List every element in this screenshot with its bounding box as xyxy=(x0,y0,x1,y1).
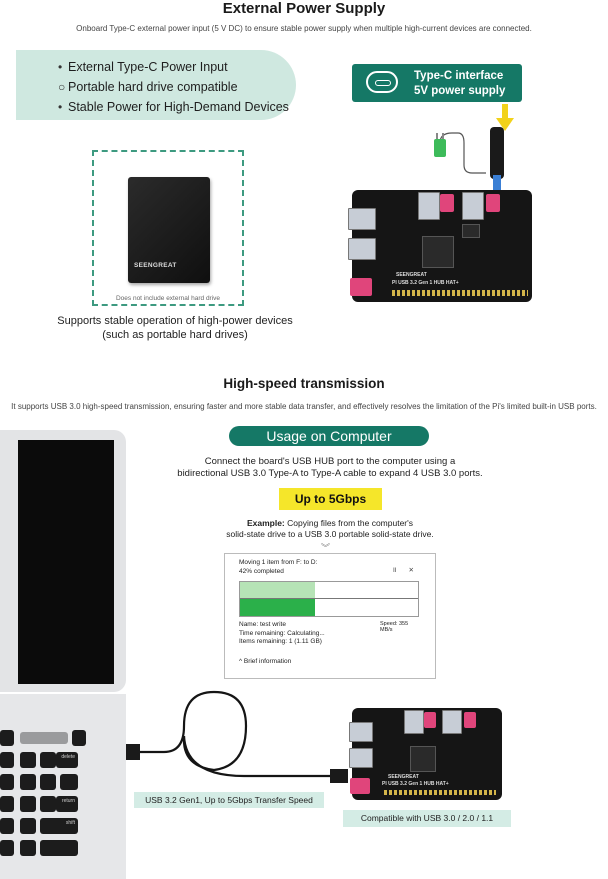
feature-list-panel xyxy=(16,50,296,120)
section-title-transmission: High-speed transmission xyxy=(223,376,385,391)
laptop-keyboard-deck xyxy=(0,694,126,879)
typec-callout xyxy=(352,64,522,102)
dialog-progress-text: 42% completed xyxy=(239,568,284,575)
example-text: Example: Copying files from the computer's solid-state drive to a USB 3.0 portable solid-state drive. xyxy=(226,518,434,539)
dialog-title: Moving 1 item from F: to D: xyxy=(239,559,318,566)
dialog-file-name: Name: test write xyxy=(239,621,286,628)
close-button[interactable]: ✕ xyxy=(408,567,414,574)
section-title-power: External Power Supply xyxy=(222,0,386,17)
return-key: return xyxy=(56,796,78,812)
dialog-time-remaining: Time remaining: Calculating... xyxy=(239,629,325,637)
connect-instructions: Connect the board's USB HUB port to the computer using a bidirectional USB 3.0 Type-A to Type-A cable to expand 4 USB 3.0 ports. xyxy=(177,456,483,479)
power-cable-icon xyxy=(430,125,510,195)
pause-button[interactable]: II xyxy=(393,567,397,574)
usage-title-badge: Usage on Computer xyxy=(229,426,429,446)
hdd-caption: Supports stable operation of high-power devices (such as portable hard drives) xyxy=(57,315,293,341)
brief-info-toggle[interactable]: ^ Brief information xyxy=(239,658,292,665)
speed-readout: Speed: 355 MB/s xyxy=(380,621,409,633)
chevron-down-icon: ︾ xyxy=(321,543,331,553)
typec-callout-line2: 5V power supply xyxy=(414,85,506,97)
feature-item: ○ Portable hard drive compatible xyxy=(58,77,296,97)
section-subtitle-transmission: It supports USB 3.0 high-speed transmission, ensuring faster and more stable data transfer, and effectively resolves the limitation of the Pi's limited built-in USB ports. xyxy=(11,402,597,411)
hdd-brand-logo: SEENGREAT xyxy=(134,262,177,269)
touch-bar xyxy=(20,732,68,744)
usb-cable-icon xyxy=(124,686,354,796)
speed-fill xyxy=(240,599,315,616)
speed-badge: Up to 5Gbps xyxy=(279,488,382,510)
portable-hard-drive-image xyxy=(128,177,210,283)
compatibility-label: Compatible with USB 3.0 / 2.0 / 1.1 xyxy=(343,810,511,827)
laptop-display xyxy=(18,440,114,684)
usb-hub-board-image-2: SEENGREAT PI USB 3.2 Gen 1 HUB HAT+ xyxy=(352,708,502,800)
file-copy-dialog xyxy=(224,553,436,679)
typec-callout-line1: Type-C interface xyxy=(414,70,504,82)
bullet-icon: • xyxy=(58,100,63,114)
dialog-items-remaining: Items remaining: 1 (1.11 GB) xyxy=(239,638,322,645)
shift-key: shift xyxy=(40,818,78,834)
delete-key: delete xyxy=(56,752,78,768)
feature-item: • Stable Power for High-Demand Devices xyxy=(58,97,296,117)
bullet-icon: • xyxy=(58,60,63,74)
bullet-icon: ○ xyxy=(58,80,66,94)
usb-hub-board-image: SEENGREAT PI USB 3.2 Gen 1 HUB HAT+ xyxy=(352,190,532,302)
feature-item: • External Type-C Power Input xyxy=(58,57,296,77)
typec-port-icon xyxy=(366,71,398,93)
section-subtitle-power: Onboard Type-C external power input (5 V DC) to ensure stable power supply when multiple high-current devices are connected. xyxy=(76,24,532,33)
hdd-note: Does not include external hard drive xyxy=(115,295,221,302)
cable-speed-label: USB 3.2 Gen1, Up to 5Gbps Transfer Speed xyxy=(134,792,324,808)
